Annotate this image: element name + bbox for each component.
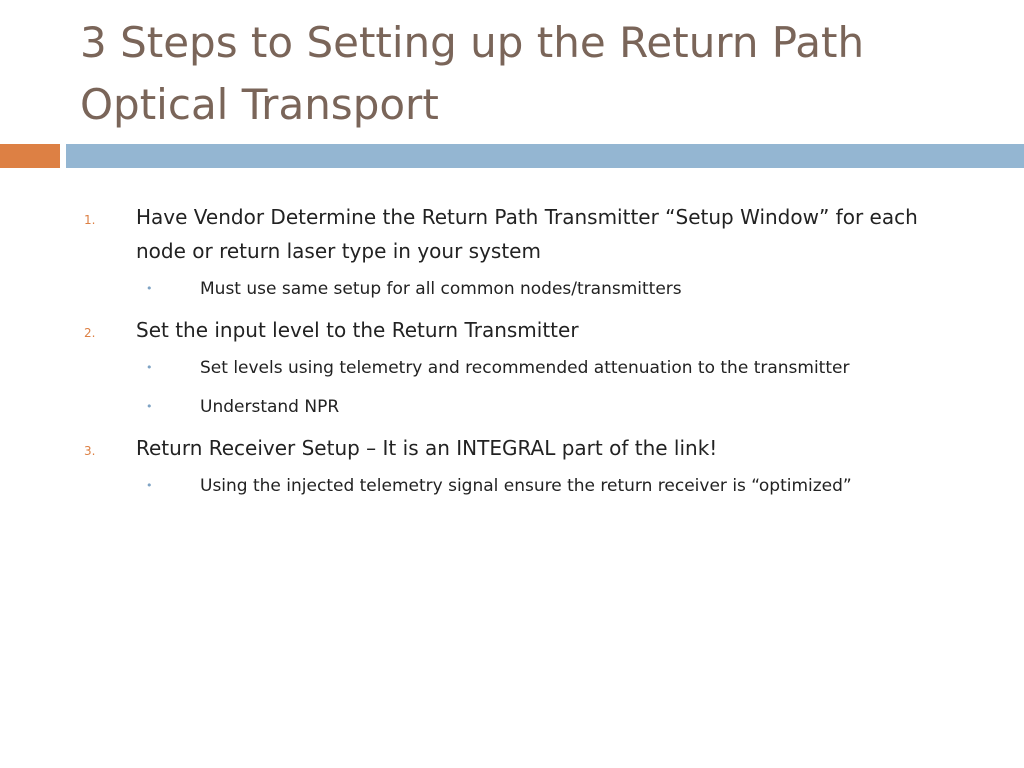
sub-item — [0, 471, 1024, 501]
bullet-icon: • — [146, 400, 153, 413]
sub-item-text: Must use same setup for all common nodes/transmitters — [200, 279, 682, 299]
step-3 — [0, 431, 1024, 501]
sub-item-text: Understand NPR — [200, 397, 340, 417]
sub-list — [0, 471, 1024, 501]
sub-item — [0, 274, 1024, 304]
step-number: 1. — [84, 213, 96, 227]
step-text: Have Vendor Determine the Return Path Transmitter “Setup Window” for each node or return laser type in your system — [136, 205, 918, 263]
slide-body — [0, 200, 1024, 510]
title-accent-bar-orange — [0, 144, 60, 168]
sub-list — [0, 274, 1024, 304]
bullet-icon: • — [146, 282, 153, 295]
title-accent-bar-blue — [66, 144, 1024, 168]
bullet-icon: • — [146, 361, 153, 374]
step-text: Set the input level to the Return Transmitter — [136, 318, 579, 342]
step-number: 2. — [84, 326, 96, 340]
sub-item — [0, 353, 1024, 383]
sub-item-text: Using the injected telemetry signal ensure the return receiver is “optimized” — [200, 476, 852, 496]
step-number: 3. — [84, 444, 96, 458]
sub-list — [0, 353, 1024, 422]
sub-item — [0, 392, 1024, 422]
sub-item-text: Set levels using telemetry and recommended attenuation to the transmitter — [200, 358, 850, 378]
step-text: Return Receiver Setup – It is an INTEGRAL part of the link! — [136, 436, 718, 460]
step-2 — [0, 313, 1024, 422]
step-1 — [0, 200, 1024, 304]
slide-title: 3 Steps to Setting up the Return Path Optical Transport — [80, 18, 865, 129]
bullet-icon: • — [146, 479, 153, 492]
